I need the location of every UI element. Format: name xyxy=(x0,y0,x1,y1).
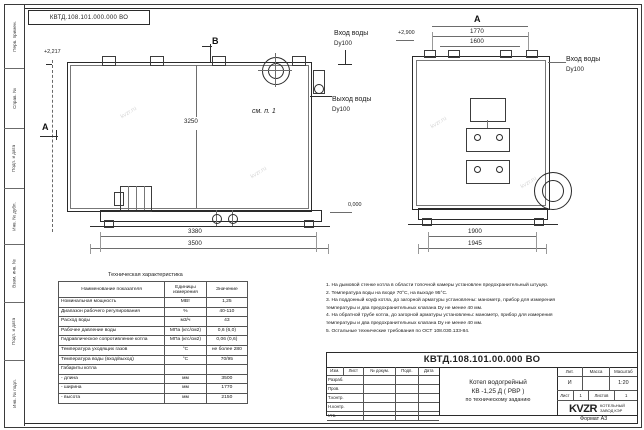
left-outlet-dn: Dy100 xyxy=(332,106,350,113)
spec-cell: 1,25 xyxy=(206,298,247,308)
spec-cell: Температура уходящих газов xyxy=(59,345,165,355)
sheet-label: Лист xyxy=(557,391,574,400)
door-bolt-1 xyxy=(474,134,481,141)
spec-header-2: Значение xyxy=(206,282,247,298)
company-logo: KVZR xyxy=(568,403,597,415)
margin-cell-6: Инв. № подл. xyxy=(11,378,17,408)
spec-cell xyxy=(206,365,247,375)
spec-cell: МПа (кгс/см2) xyxy=(165,326,207,336)
note-4: 4. На обратной трубе котла, до загорной арматуры установлены: манометр, прибор для измерения температуры и два предохранительных клапана Dу не менее 40 мм. xyxy=(326,313,553,326)
boiler-base-frame xyxy=(100,210,322,222)
sheets-label: Листов xyxy=(589,391,616,400)
margin-cell-0: Перв. примен. xyxy=(4,4,24,69)
margin-cell-3: Инв. № дубл. xyxy=(4,188,24,245)
mass-value xyxy=(583,377,609,390)
callout-note: см. п. 1 xyxy=(252,108,276,115)
table-row xyxy=(59,336,248,346)
stamp-role-date xyxy=(419,385,439,393)
front-nozzle-3 xyxy=(500,50,512,58)
right-inlet-dn: Dy100 xyxy=(566,66,584,73)
rev-col-4: Дата xyxy=(424,368,434,373)
chimney-flange-inner xyxy=(268,63,284,79)
outlet-valve-icon xyxy=(314,84,324,94)
stamp-role-label: Разраб. xyxy=(327,376,364,384)
spec-cell: 3500 xyxy=(206,374,247,384)
spec-cell: 1770 xyxy=(206,384,247,394)
spec-cell: МВт xyxy=(165,298,207,308)
stamp-role-sign xyxy=(396,403,418,411)
stamp-role-row xyxy=(327,403,439,412)
control-panel-box xyxy=(470,98,506,122)
lit-mass-scale-block xyxy=(557,367,637,415)
stamp-role-label: Утв. xyxy=(327,412,364,420)
elev-right: +2,900 xyxy=(398,30,415,36)
section-mark-a-left: А xyxy=(42,122,49,132)
rev-col-2: № докум. xyxy=(364,367,396,375)
front-nozzle-4 xyxy=(526,50,538,58)
stamp-role-date xyxy=(419,376,439,384)
scale-value: 1:20 xyxy=(618,380,629,386)
spec-cell: - высота xyxy=(59,393,165,403)
spec-cell: 70/95 xyxy=(206,355,247,365)
left-inlet-dn: Dy100 xyxy=(334,40,352,47)
dim-1945: 1945 xyxy=(468,240,482,247)
spec-cell: Гидравлическое сопротивление котла xyxy=(59,336,165,346)
table-row xyxy=(59,307,248,317)
spec-title: Техническая характеристика xyxy=(108,272,183,278)
stamp-role-row xyxy=(327,412,439,421)
dim-1900: 1900 xyxy=(468,228,482,235)
lit-header: Лит. xyxy=(557,367,583,376)
spec-cell: 40-110 xyxy=(206,307,247,317)
top-document-code: КВТД.108.101.000.000 ВО xyxy=(28,10,150,25)
left-inlet-label: Вход воды xyxy=(334,30,369,37)
nozzle-top-2 xyxy=(150,56,164,66)
burner-opening-inner xyxy=(542,180,564,202)
spec-cell: - ширина xyxy=(59,384,165,394)
boiler-body-inner xyxy=(70,65,309,209)
burner-flange xyxy=(114,192,124,206)
lit-value: И xyxy=(557,377,583,390)
left-outlet-label: Выход воды xyxy=(332,96,372,103)
note-5: 5. Остальные технические требования по ОСТ 108.030.133-84. xyxy=(326,328,470,334)
rev-col-1: Лист xyxy=(344,367,364,375)
company-logo-sub xyxy=(600,404,625,413)
margin-cell-1: Справ. № xyxy=(4,68,24,129)
spec-cell: Диапазон рабочего регулирования xyxy=(59,307,165,317)
stamp-role-name xyxy=(364,394,396,402)
stamp-role-name xyxy=(364,403,396,411)
product-name-2: КВ -1,25 Д ( РВР ) xyxy=(471,387,525,395)
spec-cell: 0,6 (6,0) xyxy=(206,326,247,336)
spec-cell: не более 280 xyxy=(206,345,247,355)
product-name-1: Котел водогрейный xyxy=(469,378,527,386)
spec-cell: мм xyxy=(165,374,207,384)
nozzle-top-1 xyxy=(102,56,116,66)
stamp-role-label: Н.контр. xyxy=(327,403,364,411)
spec-cell: мм xyxy=(165,384,207,394)
technical-notes xyxy=(326,282,566,335)
dim-1600: 1600 xyxy=(470,38,484,45)
logo-sub-2: ЗАВОД КЭР xyxy=(599,408,623,413)
spec-table xyxy=(58,281,248,404)
table-row xyxy=(59,365,248,375)
spec-cell xyxy=(165,365,207,375)
sheets-value: 1 xyxy=(624,393,628,398)
margin-cell-5: Подп. и дата xyxy=(4,302,24,361)
drain-valve-2 xyxy=(228,214,238,224)
stamp-role-row xyxy=(327,376,439,385)
stamp-role-name xyxy=(364,385,396,393)
spec-cell: - длина xyxy=(59,374,165,384)
sheet-format: Формат А3 xyxy=(580,416,608,422)
door-bolt-3 xyxy=(474,166,481,173)
stamp-role-date xyxy=(419,394,439,402)
elev-top-left: +2,217 xyxy=(44,49,61,55)
section-mark-a-top: А xyxy=(474,14,481,24)
revision-grid xyxy=(327,367,440,418)
rev-col-0: Изм. xyxy=(327,367,344,375)
title-block-doc-code: КВТД.108.101.00.000 ВО xyxy=(327,353,637,368)
spec-cell: м3/ч xyxy=(165,317,207,327)
table-row xyxy=(59,374,248,384)
spec-cell: 0,06 (0,6) xyxy=(206,336,247,346)
nozzle-top-3 xyxy=(212,56,226,66)
mass-header: Масса xyxy=(583,367,609,376)
drain-valve-1 xyxy=(212,214,222,224)
sheet-value: 1 xyxy=(574,391,589,400)
right-inlet-label: Вход воды xyxy=(566,56,601,63)
table-row xyxy=(59,384,248,394)
logo-sub-1: КОТЕЛЬНЫЙ xyxy=(599,403,625,409)
watermark-3: kvzr.ru xyxy=(429,115,448,131)
door-bolt-2 xyxy=(496,134,503,141)
stamp-role-sign xyxy=(396,385,418,393)
margin-cell-4: Взам. инв. № xyxy=(4,244,24,303)
section-mark-b: В xyxy=(212,36,219,46)
table-row xyxy=(59,298,248,308)
title-block xyxy=(326,352,638,416)
product-name-3: по техническому заданию xyxy=(465,396,531,403)
dim-3380: 3380 xyxy=(188,228,202,235)
dim-height-3250: 3250 xyxy=(184,118,198,125)
spec-cell: Габариты котла xyxy=(59,365,165,375)
stamp-role-name xyxy=(364,376,396,384)
spec-cell: Рабочее давление воды xyxy=(59,326,165,336)
stamp-role-sign xyxy=(396,412,418,420)
spec-cell: МПа (кгс/см2) xyxy=(165,336,207,346)
access-door-lower xyxy=(466,128,510,152)
elev-zero-left: 0,000 xyxy=(348,202,362,208)
note-1: 1. На дымовой стенке котла в области топочной камеры установлен предохранительный штуцер. xyxy=(326,283,549,288)
dim-1770: 1770 xyxy=(470,28,484,35)
stamp-role-label: Пров. xyxy=(327,385,364,393)
spec-cell: % xyxy=(165,307,207,317)
rev-col-3: Подп. xyxy=(396,367,418,375)
spec-cell: мм xyxy=(165,393,207,403)
spec-cell: Температура воды (вход/выход) xyxy=(59,355,165,365)
left-margin-strip xyxy=(4,4,25,426)
nozzle-top-4 xyxy=(292,56,306,66)
front-nozzle-1 xyxy=(424,50,436,58)
stamp-role-sign xyxy=(396,394,418,402)
spec-cell: Расход воды xyxy=(59,317,165,327)
watermark-4: kvzr.ru xyxy=(519,175,538,191)
stamp-role-row xyxy=(327,394,439,403)
stamp-role-date xyxy=(419,412,439,420)
spec-cell: 2150 xyxy=(206,393,247,403)
spec-header-1: Единицы измерения xyxy=(165,282,207,298)
product-name-block xyxy=(439,367,558,415)
note-2: 2. Температура воды на входе 70°С, на выходе 95°С. xyxy=(326,290,448,296)
table-row xyxy=(59,393,248,403)
table-row xyxy=(59,326,248,336)
table-row xyxy=(59,317,248,327)
door-bolt-4 xyxy=(496,166,503,173)
stamp-role-date xyxy=(419,403,439,411)
front-base-frame xyxy=(418,208,548,220)
dim-3500: 3500 xyxy=(188,240,202,247)
spec-cell: °С xyxy=(165,355,207,365)
margin-cell-2: Подп. и дата xyxy=(4,128,24,189)
front-nozzle-2 xyxy=(448,50,460,58)
note-3: 3. На поддонный коуф котла, до загорной арматуры установлены: манометр, прибор для измерения температуры и два предохранительных клапана Dу не менее 40 мм. xyxy=(326,298,556,311)
spec-header-row xyxy=(59,282,248,298)
scale-header: Масштаб xyxy=(614,369,633,374)
spec-header-0: Наименование показателя xyxy=(59,282,165,298)
watermark-1: kvzr.ru xyxy=(119,105,138,121)
company-logo-block xyxy=(557,401,637,417)
stamp-role-sign xyxy=(396,376,418,384)
watermark-2: kvzr.ru xyxy=(249,165,268,181)
table-row xyxy=(59,345,248,355)
stamp-role-name xyxy=(364,412,396,420)
stamp-role-row xyxy=(327,385,439,394)
spec-cell: °С xyxy=(165,345,207,355)
stamp-role-label: Т.контр. xyxy=(327,394,364,402)
table-row xyxy=(59,355,248,365)
spec-cell: Номинальная мощность xyxy=(59,298,165,308)
spec-cell: 43 xyxy=(206,317,247,327)
access-door-upper xyxy=(466,160,510,184)
